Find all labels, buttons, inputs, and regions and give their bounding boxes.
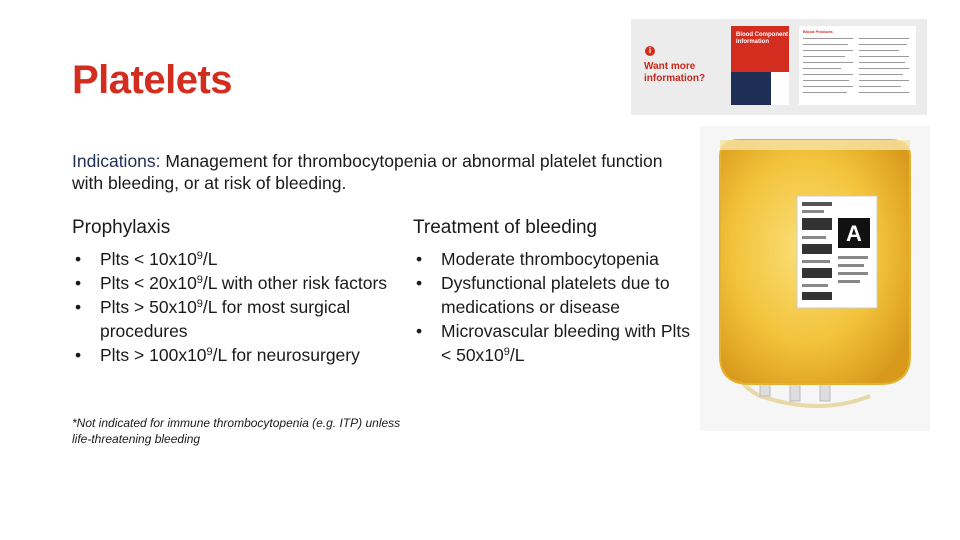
- list-item: • Dysfunctional platelets due to medications or disease: [413, 271, 693, 319]
- indications-text: Management for thrombocytopenia or abnormal platelet function with bleeding, or at risk of bleeding.: [72, 151, 663, 193]
- treatment-heading: Treatment of bleeding: [413, 217, 598, 238]
- platelet-bag-image: [700, 126, 930, 431]
- treatment-list: [413, 247, 693, 367]
- page-title: Platelets: [72, 58, 233, 102]
- brochure-cover-title: Blood Component Information: [736, 32, 788, 45]
- platelet-bag-illustration: [700, 126, 930, 431]
- list-item: • Moderate thrombocytopenia: [413, 247, 693, 271]
- list-item: • Plts < $10x10^9/L$: [72, 247, 402, 271]
- more-information-label: Want more information?: [644, 61, 706, 84]
- list-item: • Microvascular bleeding with Plts < $50x10^9/L$: [413, 319, 693, 367]
- indications-paragraph: [72, 150, 682, 194]
- list-item: • Plts > $50x10^9/L$ for most surgical procedures: [72, 295, 402, 343]
- brochure-cover-thumbnail: [731, 26, 789, 105]
- blood-group-label: A: [846, 221, 862, 246]
- more-information-card[interactable]: [631, 19, 927, 115]
- footnote: *Not indicated for immune thrombocytopenia (e.g. ITP) unless life-threatening bleeding: [72, 416, 401, 446]
- indications-label: Indications:: [72, 151, 161, 171]
- info-icon: i: [645, 46, 655, 56]
- prophylaxis-list: [72, 247, 402, 367]
- list-item: • Plts > $100x10^9/L$ for neurosurgery: [72, 343, 402, 367]
- list-item: • Plts < $20x10^9/L$ with other risk factors: [72, 271, 402, 295]
- brochure-page-header: Blood Products: [803, 29, 833, 34]
- prophylaxis-heading: Prophylaxis: [72, 217, 171, 238]
- brochure-page-thumbnail: [799, 26, 916, 105]
